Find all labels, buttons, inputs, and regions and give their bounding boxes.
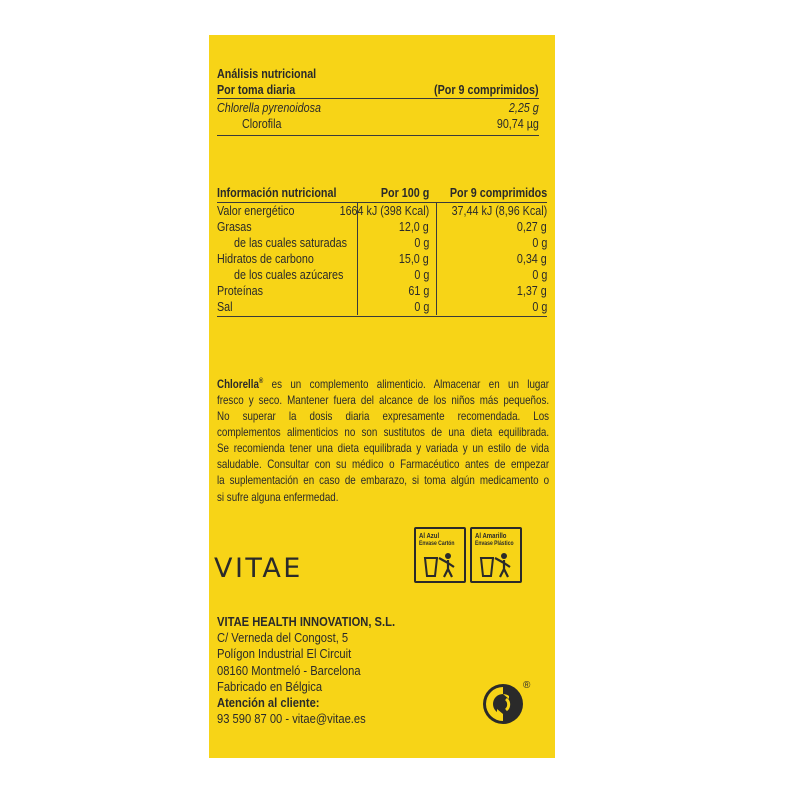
analysis-row-name: Clorofila — [242, 117, 282, 131]
table-row: Hidratos de carbono 15,0 g 0,34 g — [217, 252, 547, 266]
green-dot-registered: ® — [523, 680, 531, 691]
recycle-bin-icon — [423, 552, 461, 578]
company-name: VITAE HEALTH INNOVATION, S.L. — [217, 614, 396, 629]
product-label — [209, 35, 555, 758]
vitae-logo: VITAE — [214, 553, 303, 584]
divider — [217, 98, 539, 99]
company-address: VITAE HEALTH INNOVATION, S.L. C/ Verneda del Congost, 5 Polígon Industrial El Circuit 08160 Montmeló - Barcelona Fabricado en Bélgica Atención al cliente: 93 590 87 00 - vitae@vitae.es — [217, 614, 396, 727]
nutrition-body — [217, 203, 547, 315]
contact-info: 93 590 87 00 - vitae@vitae.es — [217, 711, 366, 727]
table-row: Valor energético 1664 kJ (398 Kcal) 37,44 kJ (8,96 Kcal) — [217, 204, 547, 218]
table-row: de los cuales azúcares 0 g 0 g — [234, 268, 547, 282]
analysis-per: (Por 9 comprimidos) — [434, 83, 539, 97]
green-dot-icon — [482, 683, 524, 725]
nutrition-header-per9: Por 9 comprimidos — [449, 186, 547, 200]
recycle-box-yellow: Al Amarillo Envase Plástico — [470, 527, 522, 583]
analysis-subtitle: Por toma diaria — [217, 83, 296, 97]
recycle-box-blue: Al Azul Envase Cartón — [414, 527, 466, 583]
table-row: Sal 0 g 0 g — [217, 300, 547, 314]
analysis-title: Análisis nutricional — [217, 67, 317, 81]
recycle-bin-icon — [479, 552, 517, 578]
nutrition-header-per100: Por 100 g — [380, 186, 429, 200]
table-row: de las cuales saturadas 0 g 0 g — [234, 236, 547, 250]
usage-paragraph: Chlorella® es un complemento alimenticio. Almacenar en un lugar fresco y seco. Mantener fuera del alcance de los niños más pequeños. No superar la dosis diaria expresamente recomendada. Los complementos alimenticios no son sustitutos de una dieta equilibrada. Se recomienda tener una dieta equilibrada y variada y un estilo de vida saludable. Consultar con su médico o Farmacéutico antes de empezar la suplementación en caso de embarazo, si toma algún medicamento o si sufre alguna enfermedad. — [217, 377, 550, 504]
brand-name: Chlorella — [217, 377, 259, 391]
analysis-row-value: 2,25 g — [509, 101, 539, 115]
nutrition-header-label: Información nutricional — [217, 186, 337, 200]
registered-mark: ® — [258, 378, 264, 385]
analysis-block — [217, 66, 539, 136]
nutrition-table — [217, 185, 547, 317]
table-row: Grasas 12,0 g 0,27 g — [217, 220, 547, 234]
analysis-row-value: 90,74 µg — [496, 117, 539, 131]
analysis-row-name: Chlorella pyrenoidosa — [217, 101, 321, 115]
divider — [217, 135, 539, 136]
table-row: Proteínas 61 g 1,37 g — [217, 284, 547, 298]
divider — [217, 316, 547, 317]
customer-service-label: Atención al cliente: — [217, 695, 320, 711]
